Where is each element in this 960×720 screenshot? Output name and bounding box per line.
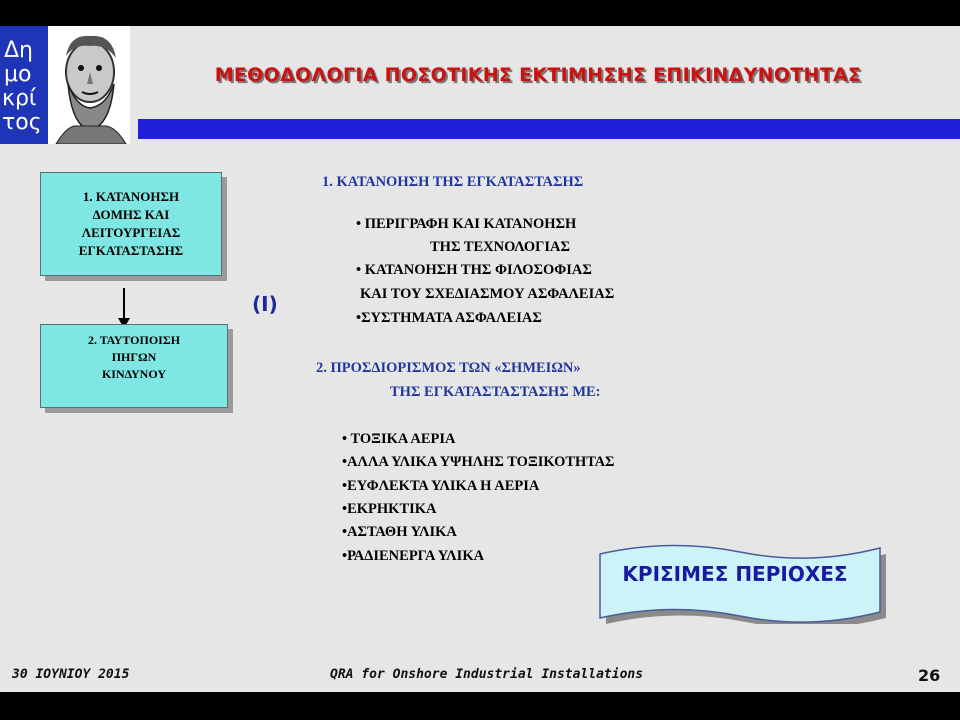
critical-areas-label: ΚΡΙΣΙΜΕΣ ΠΕΡΙΟΧΕΣ	[622, 562, 848, 586]
flow-box-identification	[40, 324, 228, 408]
section2-heading-2: ΤΗΣ ΕΓΚΑΤΑΣΤΑΣΤΑΣΗΣ ΜΕ:	[390, 384, 601, 400]
flow-box-understanding-text: 1. ΚΑΤΑΝΟΗΣΗ ΔΟΜΗΣ ΚΑΙ ΛΕΙΤΟΥΡΓΕΙΑΣ ΕΓΚΑΤΑΣΤΑΣΗΣ	[78, 189, 184, 258]
logo-letters-1: Δη	[4, 38, 33, 63]
step-marker: (I)	[252, 292, 278, 316]
democritos-logo	[0, 26, 130, 144]
logo-letters-2: μο	[4, 62, 32, 87]
flow-box-identification-text: 2. ΤΑΥΤΟΠΟΙΣΗ ΠΗΓΩΝ ΚΙΝΔΥΝΟΥ	[87, 333, 181, 381]
down-arrow-icon	[118, 288, 130, 328]
hazard-item-4: •ΕΚΡΗΚΤΙΚΑ	[342, 501, 437, 517]
hazard-item-5: •ΑΣΤΑΘΗ ΥΛΙΚΑ	[342, 524, 457, 540]
section1-line-5: •ΣΥΣΤΗΜΑΤΑ ΑΣΦΑΛΕΙΑΣ	[356, 310, 542, 326]
section1-line-2: ΤΗΣ ΤΕΧΝΟΛΟΓΙΑΣ	[430, 239, 570, 255]
logo-letters-3: κρί	[2, 86, 37, 111]
hazard-item-6: •ΡΑΔΙΕΝΕΡΓΑ ΥΛΙΚΑ	[342, 548, 485, 564]
hazard-item-2: •ΑΛΛΑ ΥΛΙΚΑ ΥΨΗΛΗΣ ΤΟΞΙΚΟΤΗΤΑΣ	[342, 454, 615, 470]
section1-line-4: ΚΑΙ ΤΟΥ ΣΧΕΔΙΑΣΜΟΥ ΑΣΦΑΛΕΙΑΣ	[360, 286, 615, 302]
logo-letters-4: τος	[2, 110, 42, 135]
philosopher-bust-image	[48, 26, 130, 144]
footer-subtitle: QRA for Onshore Industrial Installations	[330, 667, 644, 682]
critical-areas-banner	[590, 542, 890, 624]
hazard-item-3: •ΕΥΦΛΕΚΤΑ ΥΛΙΚΑ Η ΑΕΡΙΑ	[342, 478, 540, 494]
slide	[0, 26, 960, 692]
section2-heading-1: 2. ΠΡΟΣΔΙΟΡΙΣΜΟΣ ΤΩΝ «ΣΗΜΕΙΩΝ»	[316, 360, 581, 376]
hazard-item-1: • ΤΟΞΙΚΑ ΑΕΡΙΑ	[342, 431, 456, 447]
page-number: 26	[918, 666, 941, 685]
title-underline-bar	[138, 119, 960, 139]
section1-line-1: • ΠΕΡΙΓΡΑΦΗ ΚΑΙ ΚΑΤΑΝΟΗΣΗ	[356, 216, 577, 232]
slide-title: ΜΕΘΟΔΟΛΟΓΙΑ ΠΟΣΟΤΙΚΗΣ ΕΚΤΙΜΗΣΗΣ ΕΠΙΚΙΝΔΥΝΟΤΗΤΑΣ	[214, 64, 862, 86]
logo-lettering	[0, 26, 48, 144]
footer-date: 30 ΙΟΥΝΙΟΥ 2015	[12, 667, 130, 682]
section1-heading: 1. ΚΑΤΑΝΟΗΣΗ ΤΗΣ ΕΓΚΑΤΑΣΤΑΣΗΣ	[322, 174, 584, 190]
section1-line-3: • ΚΑΤΑΝΟΗΣΗ ΤΗΣ ΦΙΛΟΣΟΦΙΑΣ	[356, 262, 592, 278]
flow-box-understanding	[40, 172, 222, 276]
